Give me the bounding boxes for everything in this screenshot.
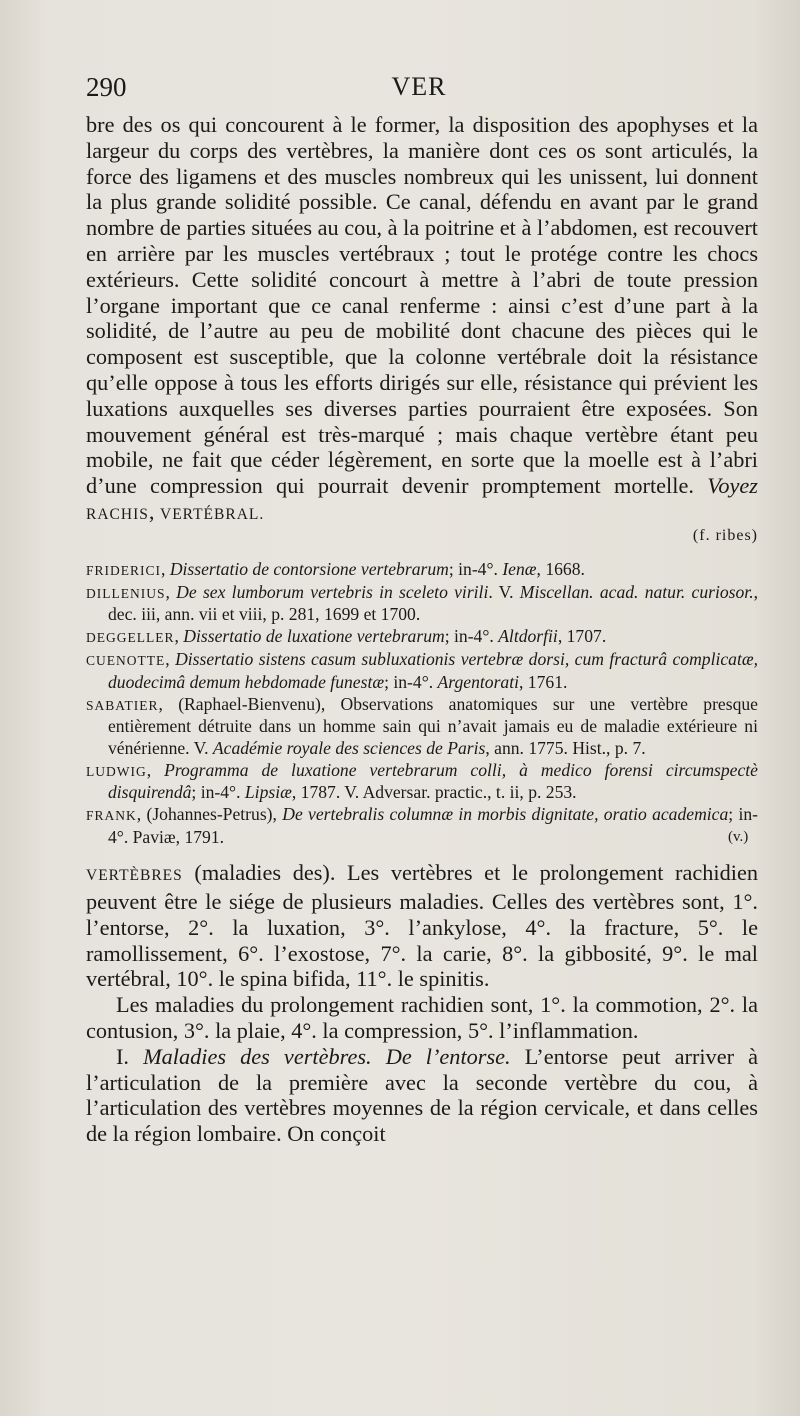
bib-year: , 1787. V. Adversar. practic., t. ii, p. 253. — [291, 782, 577, 803]
bibliography-entry — [86, 559, 758, 582]
bib-place: De vertebralis columnæ in morbis dignitate, oratio academica — [282, 804, 729, 825]
bib-details: (Raphael-Bienvenu), Observations anatomiques sur une vertèbre presque entièrement détruite dans un homme sain qui n’avait jamais eu de maladie extérieure ni vénérienne. V. — [108, 693, 758, 758]
bibliography-entry — [86, 694, 758, 760]
bibliography-entry — [86, 649, 758, 693]
bib-details: ; in-4°. — [448, 558, 503, 579]
separator: , — [161, 558, 170, 579]
voyez-label: Voyez — [707, 473, 758, 499]
bib-place: Ienæ — [502, 558, 537, 579]
bib-year: ; in-4°. Paviæ, 1791. — [108, 804, 759, 847]
bibliography-entry — [86, 582, 758, 626]
bib-title: Programma de luxatione vertebrarum colli, à medico forensi circumspectè disquirendâ — [108, 759, 758, 803]
separator: , — [165, 581, 177, 602]
separator: , — [146, 759, 165, 780]
article-body — [86, 112, 758, 545]
paragraph — [86, 1044, 758, 1147]
bib-details: ; in-4°. — [384, 671, 438, 692]
bib-title: Dissertatio de contorsione vertebrarum — [169, 558, 449, 579]
bib-author: LUDWIG — [86, 763, 147, 779]
bibliography-entry — [86, 760, 758, 804]
bib-author: DILLENIUS — [86, 585, 166, 601]
bib-year: , 1668. — [536, 558, 585, 579]
subsection-title: Maladies des vertèbres. — [143, 1043, 372, 1069]
bib-title: De sex lumborum vertebris in sceleto virili — [176, 581, 489, 602]
section-number: I. — [116, 1043, 129, 1069]
paragraph — [86, 992, 758, 1044]
bib-details: ; in-4°. — [444, 626, 499, 647]
bibliography-entry: FRANK, (Johannes-Petrus), De vertebralis columnæ in morbis dignitate, oratio academica; in-4°. Paviæ, 1791. (v.) — [86, 804, 759, 847]
bib-place: Académie royale des sciences de Paris — [212, 737, 486, 758]
page-number: 290 — [86, 72, 127, 102]
cross-reference-2: VERTÉBRAL. — [160, 505, 265, 523]
paragraph-text: (maladies des). Les vertèbres et le prolongement rachidien peuvent être le siége de plusieurs maladies. Celles des vertèbres sont, 1°. l’entorse, 2°. la luxation, 3°. l’ankylose, 4°. la fracture, 5°. le ramollissement, 6°. l’exostose, 7°. la carie, 8°. la gibbosité, 9°. le mal vertébral, 10°. le spina bifida, 11°. le spinitis. — [86, 860, 758, 992]
bib-author: DEGGELLER — [86, 630, 175, 646]
bib-place: Lipsiæ — [244, 782, 292, 803]
paragraph: bre des os qui concourent à le former, la disposition des apophyses et la largeur du corps des vertèbres, la manière dont ces os sont articulés, la force des ligamens et des muscles nombreux qui les unissent, lui donnent la plus grande solidité possible. Ce canal, défendu en avant par le grand nombre de parties situées au cou, à la poitrine et à l’abdomen, est recouvert en arrière par les muscles vertébraux ; tout le protége contre les chocs extérieurs. Cette solidité concourt à mettre à l’abri de toute pression l’organe important que ce canal renferme : ainsi c’est d’une part à la solidité, de l’autre au peu de mobilité dont chacune des pièces qui le composent est susceptible, que la colonne vertébrale doit la résistance qu’elle oppose à tous les efforts dirigés sur elle, résistance qui prévient les luxations auxquelles ses diverses parties pourraient être exposées. Son mouvement général est très-marqué ; mais chaque vertèbre étant peu mobile, ne fait que céder légèrement, en sorte que la moelle est à l’abri d’une compression qui pourrait devenir promptement mortelle. Voyez RACHIS, VERTÉBRAL. — [86, 112, 758, 524]
bib-place: Argentorati — [437, 671, 519, 692]
paragraph-text: bre des os qui concourent à le former, la disposition des apophyses et la largeur du corps des vertèbres, la manière dont ces os sont articulés, la force des ligamens et des muscles nombreux qui les unissent, lui donnent la plus grande solidité possible. Ce canal, défendu en avant par le grand nombre de parties situées au cou, à la poitrine et à l’abdomen, est recouvert en arrière par les muscles vertébraux ; tout le protége contre les chocs extérieurs. Cette solidité concourt à mettre à l’abri de toute pression l’organe important que ce canal renferme : ainsi c’est d’une part à la solidité, de l’autre au peu de mobilité dont chacune des pièces qui le composent est susceptible, que la colonne vertébrale doit la résistance qu’elle oppose à tous les efforts dirigés sur elle, résistance qui prévient les luxations auxquelles ses diverses parties pourraient être exposées. Son mouvement général est très-marqué ; mais chaque vertèbre étant peu mobile, ne fait que céder légèrement, en sorte que la moelle est à l’abri d’une compression qui pourrait devenir promptement mortelle. — [86, 112, 758, 499]
separator: , — [136, 804, 147, 825]
page-content — [86, 112, 758, 1147]
bib-details: . V. — [488, 581, 520, 602]
bib-author: SABATIER — [86, 697, 159, 713]
separator: , — [158, 693, 179, 714]
bib-title: Dissertatio sistens casum subluxationis vertebræ dorsi, cum fracturâ complicatæ, duodecimâ demum hebdomade funestæ — [108, 649, 758, 692]
bib-details: (Johannes-Petrus), — [146, 804, 283, 825]
page-header — [86, 72, 752, 108]
bib-year: , dec. iii, ann. vii et viii, p. 281, 1699 et 1700. — [108, 581, 759, 625]
bibliography-entry — [86, 626, 758, 649]
running-head: VER — [391, 72, 447, 101]
article-body-2 — [86, 860, 758, 1147]
separator: , — [174, 626, 184, 647]
bib-author: FRANK — [86, 808, 137, 824]
paragraph-text: Les maladies du prolongement rachidien sont, 1°. la commotion, 2°. la contusion, 3°. la plaie, 4°. la compression, 5°. l’inflammation. — [86, 992, 758, 1044]
signature-line — [86, 527, 758, 545]
bib-place: Altdorfii — [498, 626, 558, 647]
bib-place: Miscellan. acad. natur. curiosor. — [519, 581, 754, 602]
bib-year: , 1707. — [557, 626, 607, 647]
bib-details: ; in-4°. — [191, 782, 245, 803]
subsection-title-2: De l’entorse. — [385, 1043, 511, 1069]
bibliography — [86, 559, 758, 849]
section-paragraph — [86, 860, 758, 992]
cross-reference: RACHIS — [86, 505, 149, 523]
separator: , — [165, 649, 176, 670]
bib-author: FRIDERICI — [86, 562, 162, 578]
bib-title: Dissertatio de luxatione vertebrarum — [183, 626, 445, 647]
bib-year: , 1761. — [519, 671, 568, 692]
section-heading: VERTÈBRES — [86, 867, 183, 885]
bib-year: , ann. 1775. Hist., p. 7. — [485, 737, 646, 758]
author-signature: (f. ribes) — [692, 526, 758, 544]
paragraph-text: L’entorse peut arriver à l’articulation de la première avec la seconde vertèbre du cou, à l’articulation des vertèbres moyennes de la région cervicale, et dans celles de la région lombaire. On conçoit — [86, 1043, 759, 1147]
bib-author: CUENOTTE — [86, 653, 166, 669]
